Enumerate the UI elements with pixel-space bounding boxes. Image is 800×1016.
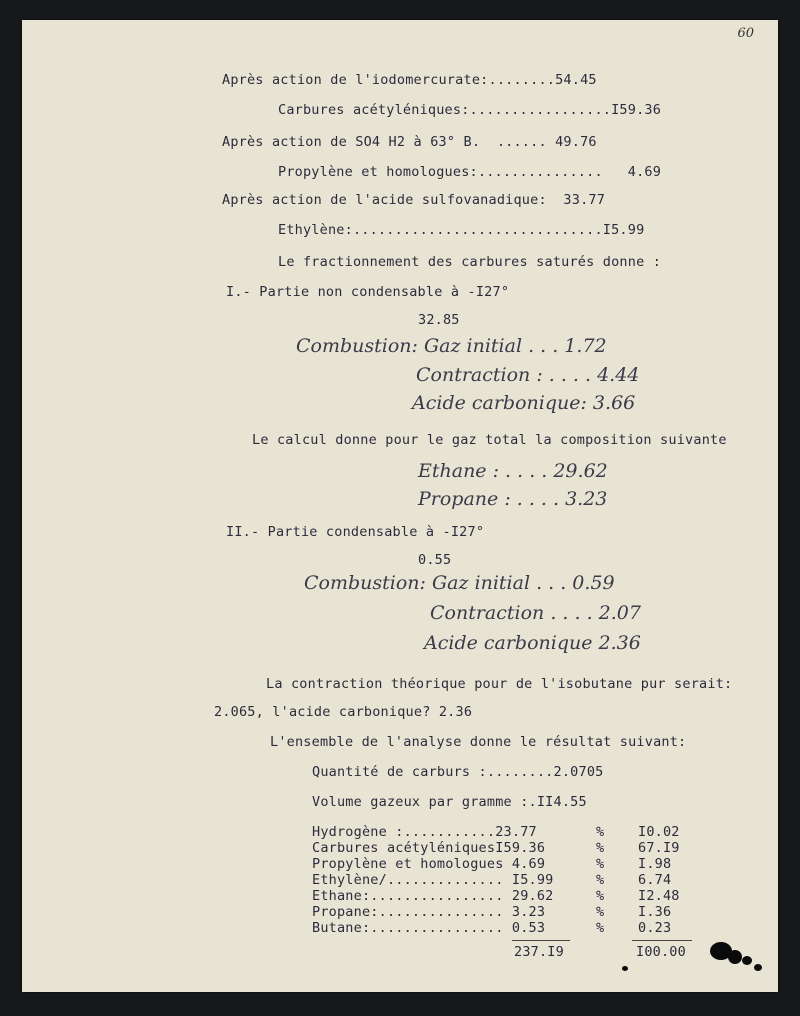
table-row-value: I0.02 [638, 824, 680, 840]
total-rule-right [632, 940, 692, 941]
section-1-value: 32.85 [418, 312, 460, 328]
line-propylene: Propylène et homologues:............... 4.69 [278, 164, 662, 180]
total-right: I00.00 [636, 944, 686, 960]
table-row-value: I2.48 [638, 888, 680, 904]
line-fractionnement: Le fractionnement des carbures saturés donne : [278, 254, 662, 270]
line-sulfovanadique: Après action de l'acide sulfovanadique: 33.77 [222, 192, 606, 208]
handwritten-acide-carbonique-2: Acide carbonique 2.36 [424, 632, 641, 654]
handwritten-combustion-1: Combustion: Gaz initial . . . 1.72 [296, 335, 607, 357]
table-row-value: I.36 [638, 904, 672, 920]
handwritten-contraction-1: Contraction : . . . . 4.44 [416, 364, 640, 386]
line-contraction-theorique: La contraction théorique pour de l'isobutane pur serait: [266, 676, 733, 692]
total-left: 237.I9 [514, 944, 564, 960]
table-row-pct: % [596, 888, 605, 904]
table-row-pct: % [596, 904, 605, 920]
table-row-pct: % [596, 856, 605, 872]
table-row-label: Propylène et homologues 4.69 [312, 856, 546, 872]
section-1-title: I.- Partie non condensable à -I27° [226, 284, 510, 300]
table-row-label: Propane:............... 3.23 [312, 904, 546, 920]
table-row-pct: % [596, 840, 605, 856]
line-iodomercurate: Après action de l'iodomercurate:........54.45 [222, 72, 597, 88]
line-isobutane-values: 2.065, l'acide carbonique? 2.36 [214, 704, 473, 720]
table-row-label: Hydrogène :...........23.77 [312, 824, 537, 840]
line-carbures-acetyleniques: Carbures acétyléniques:.................I59.36 [278, 102, 662, 118]
handwritten-ethane: Ethane : . . . . 29.62 [418, 460, 608, 482]
page-number: 60 [737, 26, 754, 41]
table-row-value: 6.74 [638, 872, 672, 888]
table-row-pct: % [596, 920, 605, 936]
table-row-pct: % [596, 872, 605, 888]
handwritten-acide-carbonique-1: Acide carbonique: 3.66 [412, 392, 636, 414]
line-quantite: Quantité de carburs :........2.0705 [312, 764, 604, 780]
table-row-value: 0.23 [638, 920, 672, 936]
table-row-label: Carbures acétyléniquesI59.36 [312, 840, 546, 856]
section-2-value: 0.55 [418, 552, 452, 568]
table-row-label: Ethane:................ 29.62 [312, 888, 554, 904]
table-row-label: Butane:................ 0.53 [312, 920, 546, 936]
document-page [22, 20, 778, 992]
table-row-value: 67.I9 [638, 840, 680, 856]
handwritten-combustion-2: Combustion: Gaz initial . . . 0.59 [304, 572, 615, 594]
line-so4h2: Après action de SO4 H2 à 63° B. ...... 49.76 [222, 134, 597, 150]
table-row-pct: % [596, 824, 605, 840]
line-calcul: Le calcul donne pour le gaz total la composition suivante [252, 432, 727, 448]
handwritten-propane: Propane : . . . . 3.23 [418, 488, 608, 510]
line-ethylene: Ethylène:..............................I5.99 [278, 222, 645, 238]
table-row-value: I.98 [638, 856, 672, 872]
total-rule-left [512, 940, 570, 941]
line-ensemble: L'ensemble de l'analyse donne le résultat suivant: [270, 734, 687, 750]
line-volume-gazeux: Volume gazeux par gramme :.II4.55 [312, 794, 587, 810]
handwritten-contraction-2: Contraction . . . . 2.07 [430, 602, 641, 624]
table-row-label: Ethylène/.............. I5.99 [312, 872, 554, 888]
section-2-title: II.- Partie condensable à -I27° [226, 524, 485, 540]
